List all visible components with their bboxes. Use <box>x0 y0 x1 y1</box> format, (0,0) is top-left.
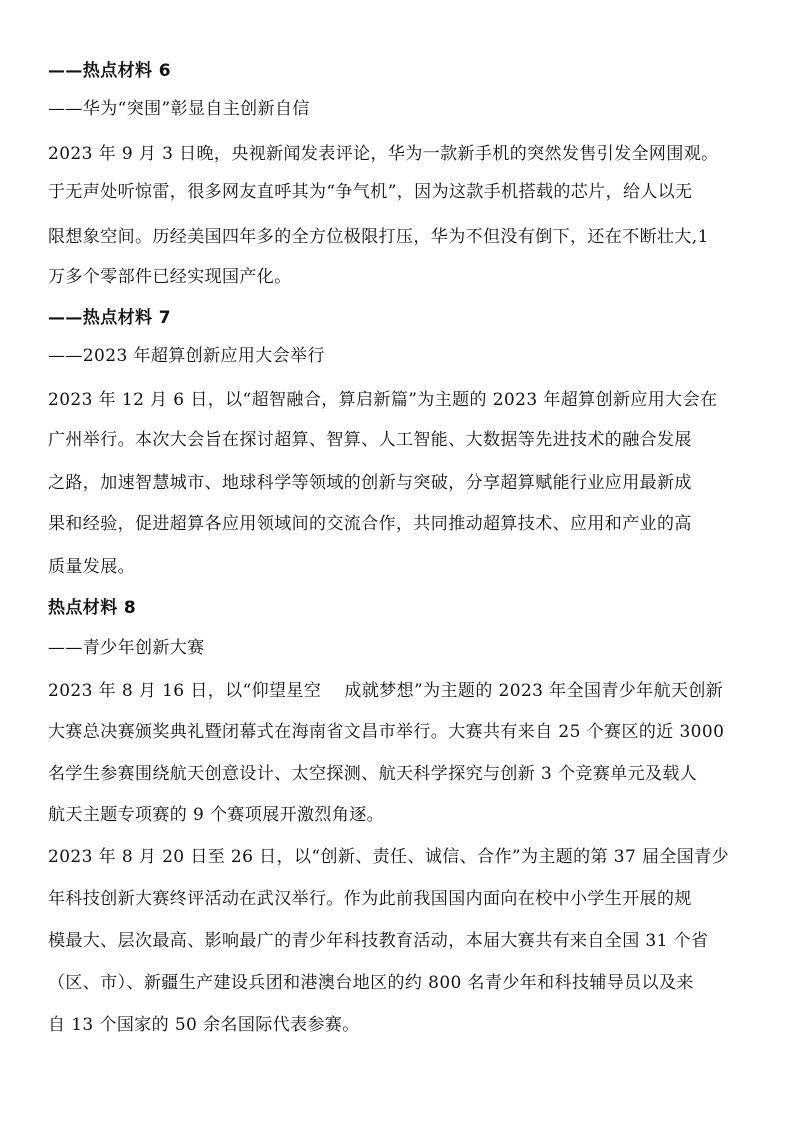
paragraph-line: 航天主题专项赛的 9 个赛项展开激烈角逐。 <box>48 805 385 825</box>
section-heading: ——热点材料 7 <box>48 308 171 328</box>
paragraph-line: 大赛总决赛颁奖典礼暨闭幕式在海南省文昌市举行。大赛共有来自 25 个赛区的近 3000 <box>48 722 725 742</box>
paragraph-line: 2023 年 8 月 20 日至 26 日，以“创新、责任、诚信、合作”为主题的第 37 届全国青少 <box>48 847 729 867</box>
paragraph-line: 万多个零部件已经实现国产化。 <box>48 267 292 287</box>
paragraph-line: 2023 年 8 月 16 日，以“仰望星空 成就梦想”为主题的 2023 年全国青少年航天创新 <box>48 681 724 701</box>
paragraph-line: 质量发展。 <box>48 557 135 577</box>
paragraph-line: 于无声处听惊雷，很多网友直呼其为“争气机”，因为这款手机搭载的芯片，给人以无 <box>48 182 693 202</box>
paragraph-line: 广州举行。本次大会旨在探讨超算、智算、人工智能、大数据等先进技术的融合发展 <box>48 430 692 450</box>
paragraph-line: 年科技创新大赛终评活动在武汉举行。作为此前我国国内面向在校中小学生开展的规 <box>48 889 692 909</box>
section-heading: ——热点材料 6 <box>48 61 171 81</box>
paragraph-line: 2023 年 12 月 6 日，以“超智融合，算启新篇”为主题的 2023 年超算创新应用大会在 <box>48 390 718 410</box>
section-subtitle: ——2023 年超算创新应用大会举行 <box>48 346 325 366</box>
paragraph-line: 限想象空间。历经美国四年多的全方位极限打压，华为不但没有倒下，还在不断壮大,1 <box>48 227 709 247</box>
section-subtitle: ——华为“突围”彰显自主创新自信 <box>48 99 310 119</box>
section-subtitle: ——青少年创新大赛 <box>48 638 205 658</box>
paragraph-line: （区、市）、新疆生产建设兵团和港澳台地区的约 800 名青少年和科技辅导员以及来 <box>48 973 694 993</box>
paragraph-line: 2023 年 9 月 3 日晚，央视新闻发表评论，华为一款新手机的突然发售引发全网围观。 <box>48 144 719 164</box>
paragraph-line: 模最大、层次最高、影响最广的青少年科技教育活动，本届大赛共有来自全国 31 个省 <box>48 931 709 951</box>
paragraph-line: 果和经验，促进超算各应用领域间的交流合作，共同推动超算技术、应用和产业的高 <box>48 514 692 534</box>
paragraph-line: 名学生参赛围绕航天创意设计、太空探测、航天科学探究与创新 3 个竞赛单元及载人 <box>48 764 698 784</box>
paragraph-line: 自 13 个国家的 50 余名国际代表参赛。 <box>48 1015 360 1035</box>
paragraph-line: 之路，加速智慧城市、地球科学等领域的创新与突破，分享超算赋能行业应用最新成 <box>48 473 692 493</box>
section-heading: 热点材料 8 <box>48 598 137 618</box>
